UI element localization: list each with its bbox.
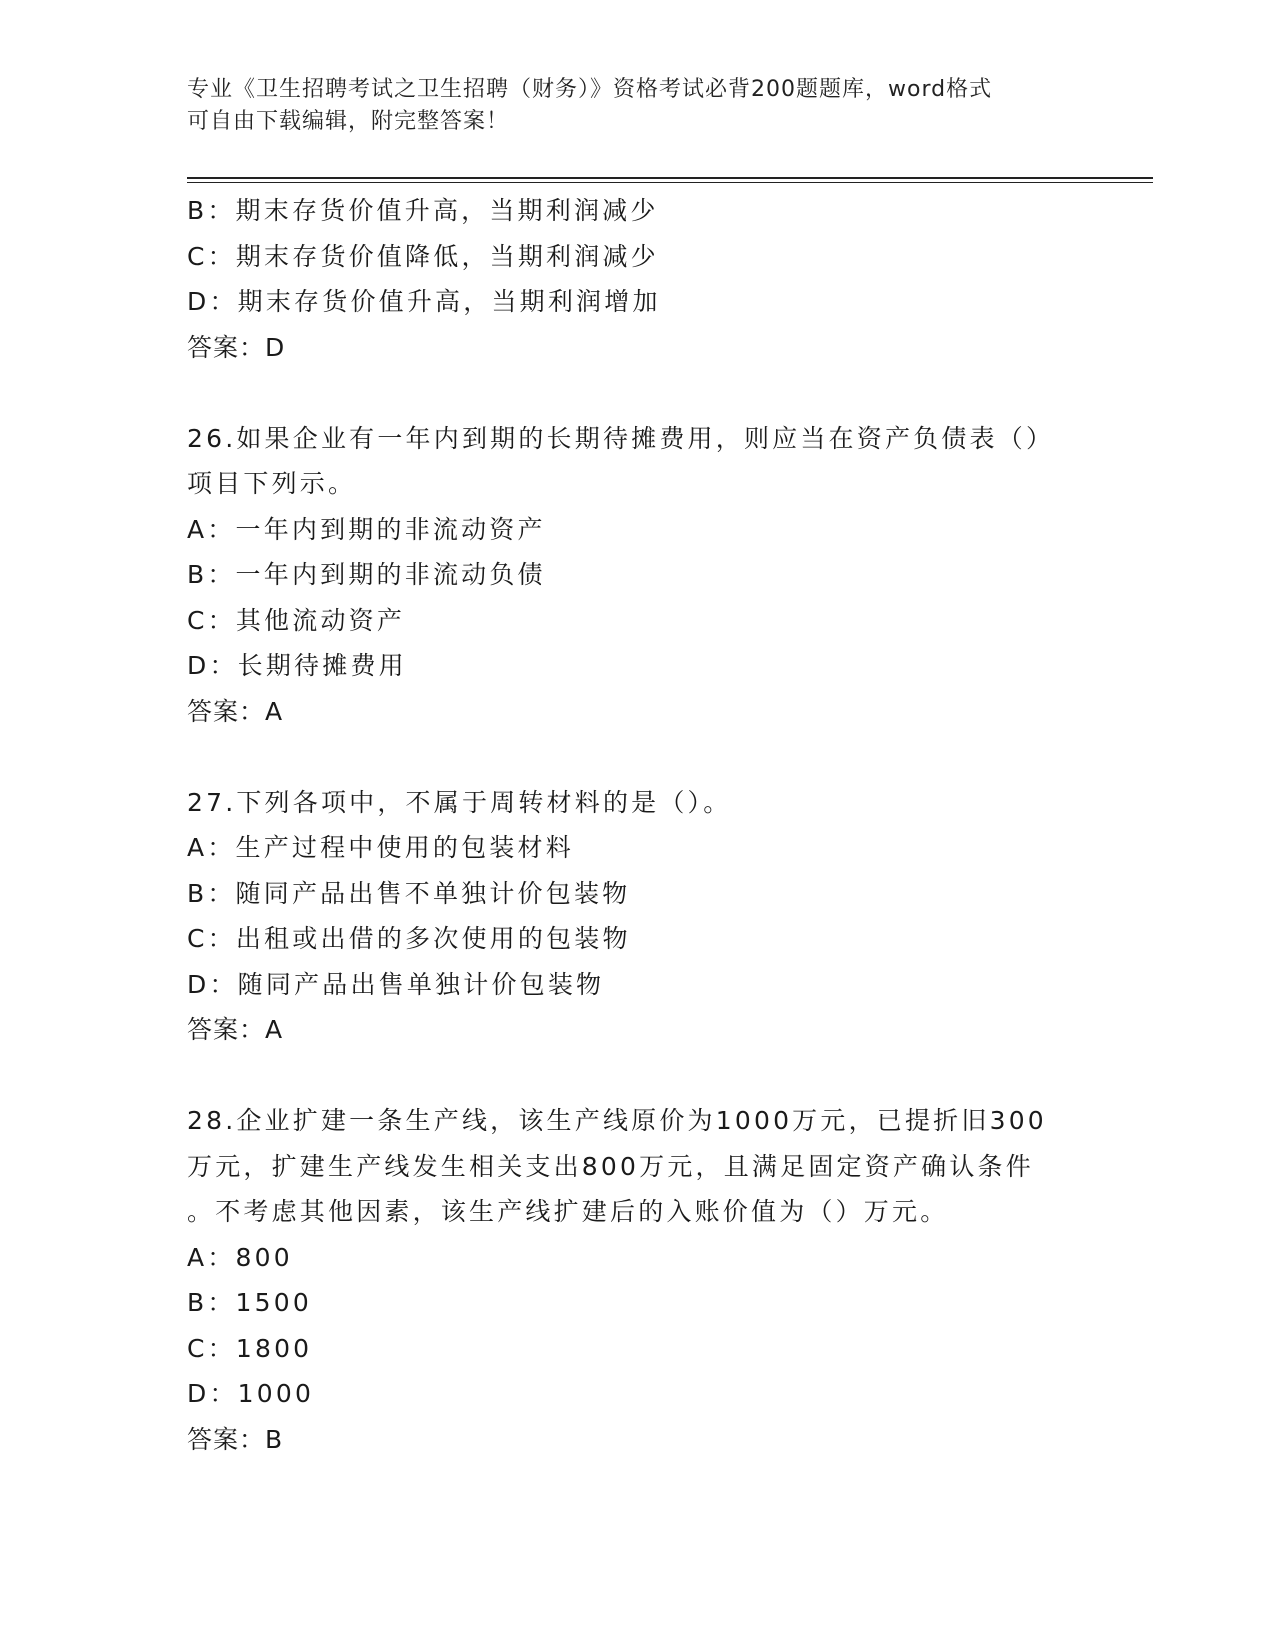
header-divider-thin <box>187 182 1153 183</box>
option-c: C：出租或出借的多次使用的包装物 <box>187 924 631 953</box>
question-26 <box>187 416 1087 735</box>
header-title-line-2: 可自由下载编辑，附完整答案！ <box>187 109 510 134</box>
question-list <box>187 188 1087 1462</box>
option-d: D：期末存货价值升高，当期利润增加 <box>187 287 661 316</box>
option-b: B：随同产品出售不单独计价包装物 <box>187 878 631 908</box>
option-d: D：1000 <box>187 1379 315 1408</box>
header-divider-thick <box>187 177 1153 179</box>
option-b: B：一年内到期的非流动负债 <box>187 560 546 589</box>
option-d: D：随同产品出售单独计价包装物 <box>187 969 605 999</box>
question-27 <box>187 780 1087 1053</box>
question-28 <box>187 1098 1087 1462</box>
option-b: B：期末存货价值升高，当期利润减少 <box>187 196 659 225</box>
option-a: A：800 <box>187 1242 293 1272</box>
question-spacer <box>187 370 1087 416</box>
question-spacer <box>187 1053 1087 1099</box>
question-stem-line: 项目下列示。 <box>187 469 357 498</box>
option-d: D：长期待摊费用 <box>187 651 407 680</box>
option-a: A：生产过程中使用的包装材料 <box>187 833 574 862</box>
option-c: C：1800 <box>187 1333 313 1363</box>
answer: 答案：D <box>187 332 286 362</box>
answer: 答案：B <box>187 1424 284 1454</box>
question-stem-line: 26.如果企业有一年内到期的长期待摊费用，则应当在资产负债表（） <box>187 423 1055 453</box>
option-b: B：1500 <box>187 1288 312 1317</box>
question-spacer <box>187 734 1087 780</box>
question-stem-line: 28.企业扩建一条生产线，该生产线原价为1000万元，已提折旧300 <box>187 1106 1047 1135</box>
header-title-line-1: 专业《卫生招聘考试之卫生招聘（财务）》资格考试必背200题题库，word格式 <box>187 77 993 102</box>
question-stem-line: 万元，扩建生产线发生相关支出800万元，且满足固定资产确认条件 <box>187 1151 1034 1181</box>
question-stem-line: 27.下列各项中，不属于周转材料的是（）。 <box>187 787 732 817</box>
option-c: C：其他流动资产 <box>187 605 406 635</box>
option-a: A：一年内到期的非流动资产 <box>187 514 546 544</box>
document-header <box>187 74 1087 138</box>
answer: 答案：A <box>187 696 284 726</box>
question-25-tail <box>187 188 1087 370</box>
answer: 答案：A <box>187 1015 284 1044</box>
option-c: C：期末存货价值降低，当期利润减少 <box>187 241 659 271</box>
question-stem-line: 。不考虑其他因素，该生产线扩建后的入账价值为（）万元。 <box>187 1197 949 1226</box>
